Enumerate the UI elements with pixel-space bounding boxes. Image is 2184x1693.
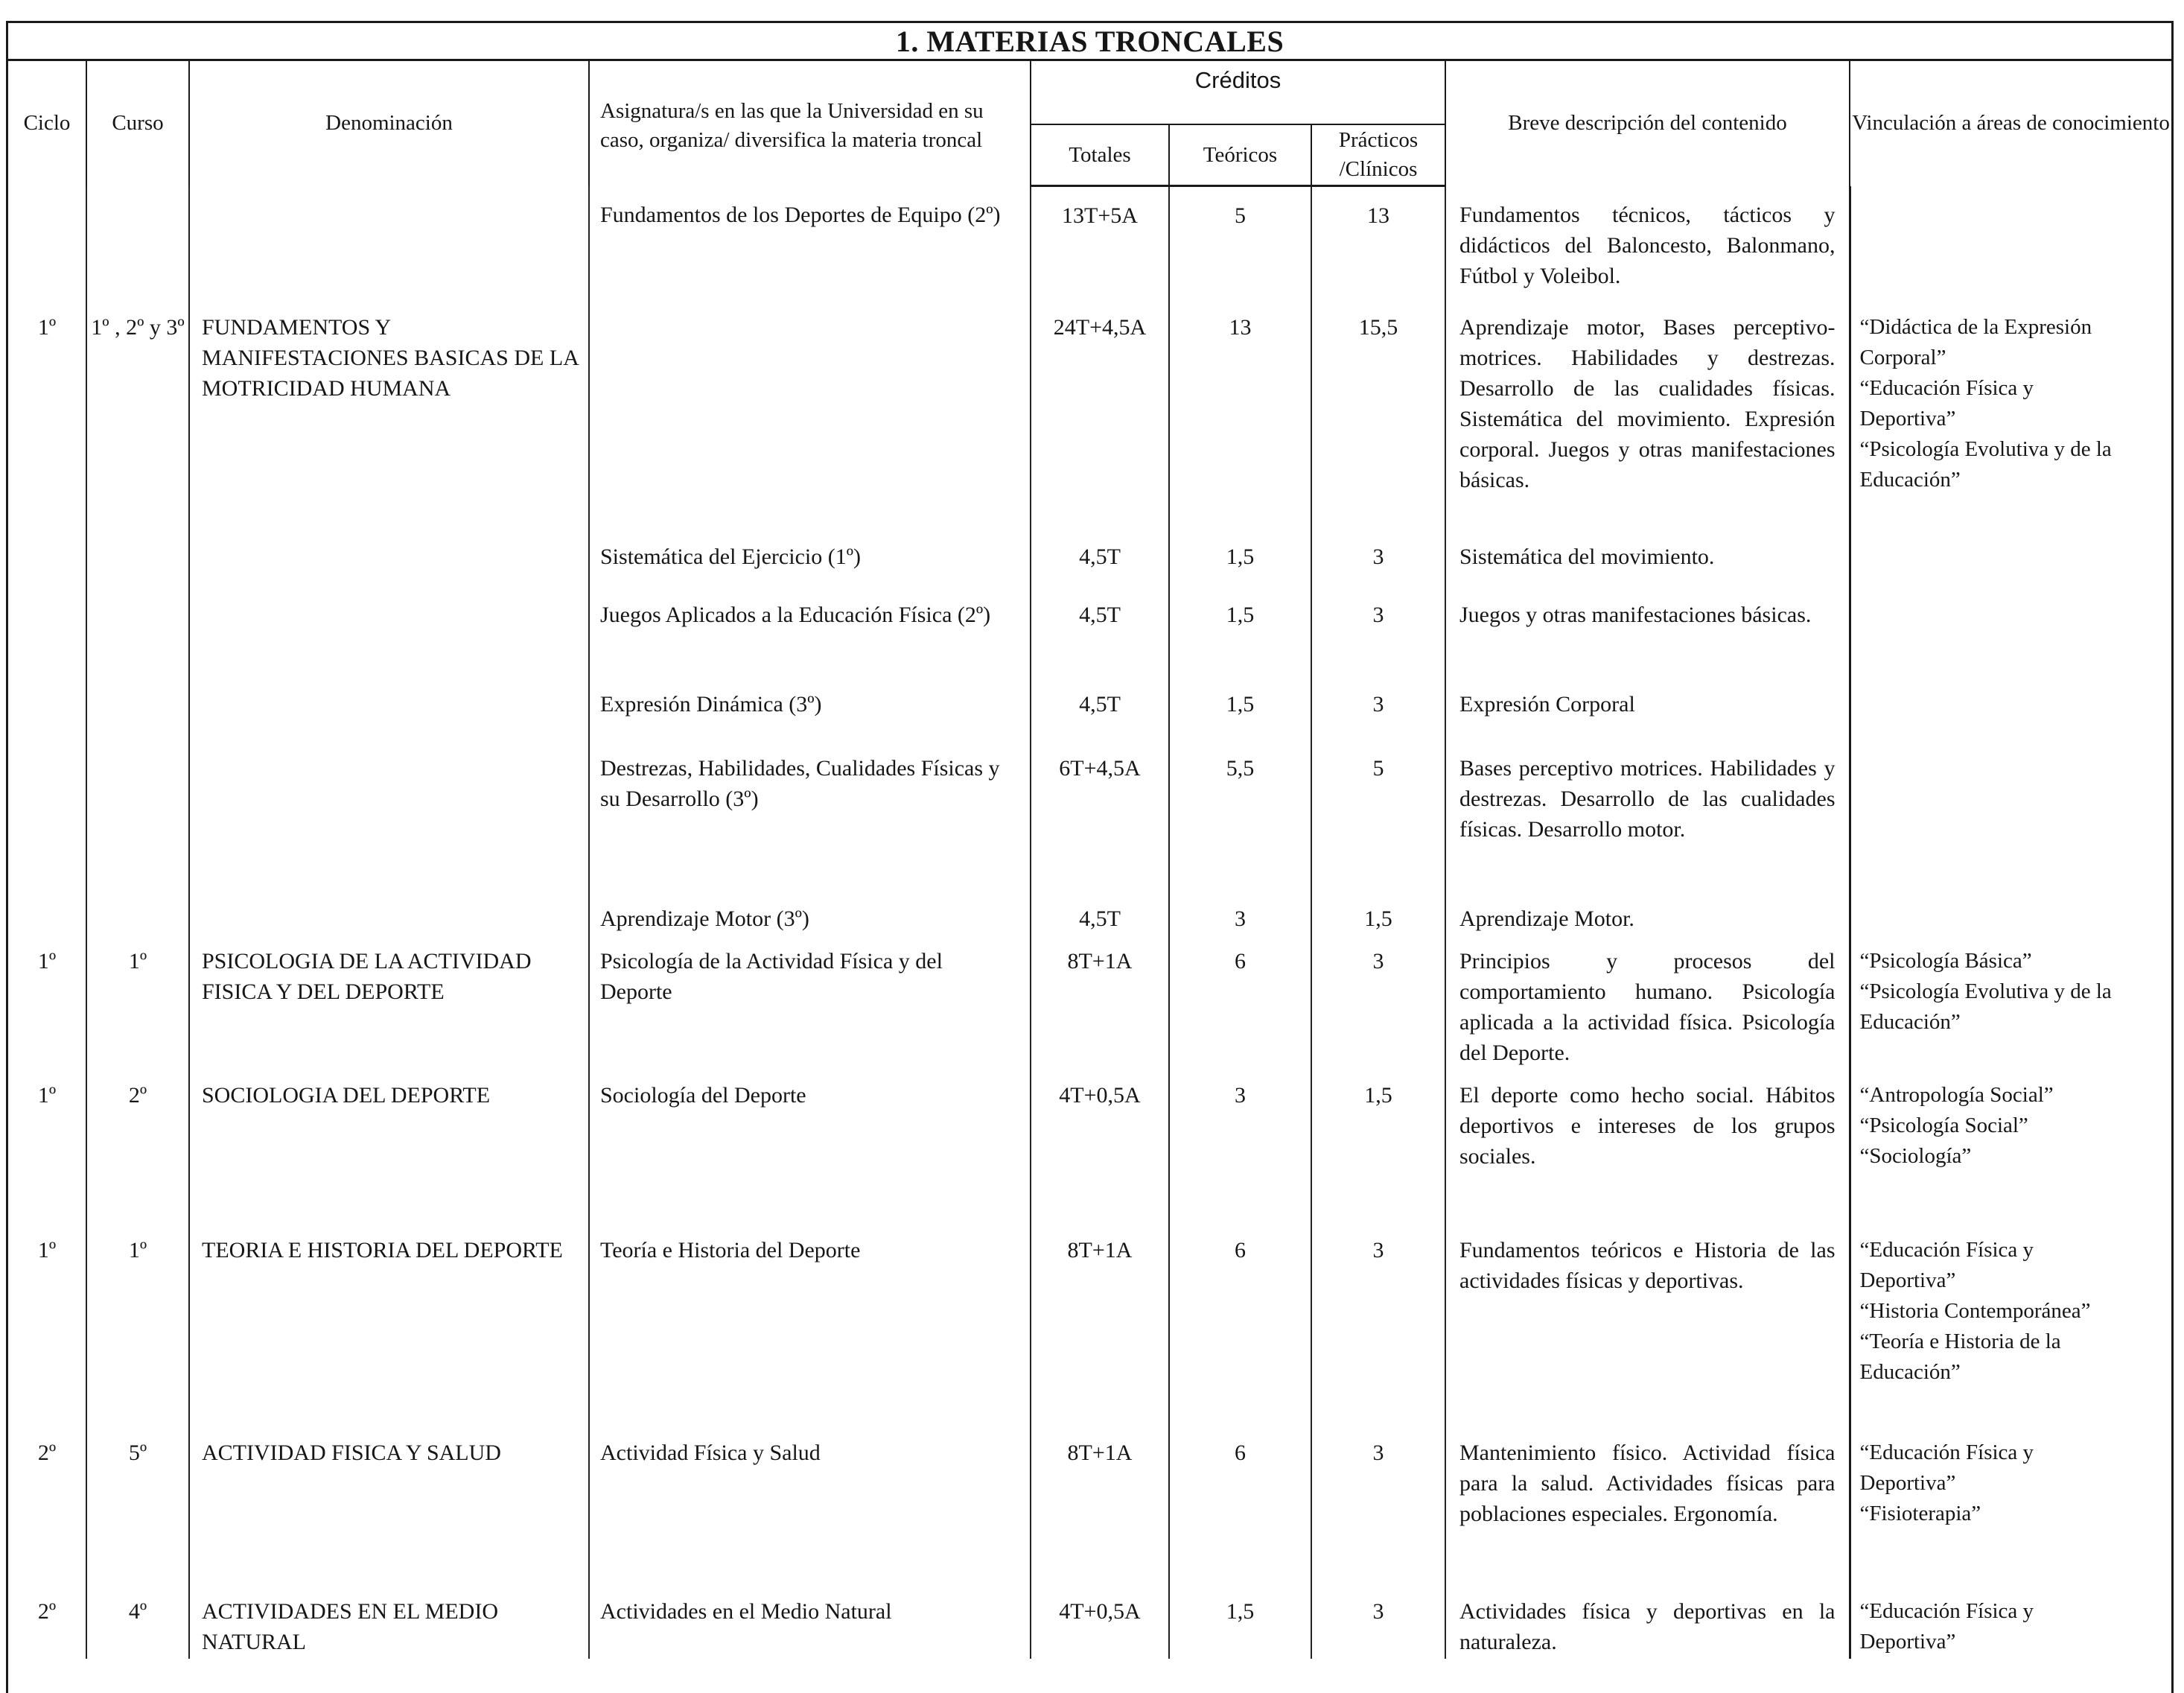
cell-denominacion [189, 589, 589, 679]
cell-totales: 24T+4,5A [1031, 300, 1169, 531]
cell-vinculacion [1850, 1223, 2171, 1426]
cell-practicos: 13 [1311, 186, 1445, 301]
cell-descripcion: Sistemática del movimiento. [1445, 531, 1850, 589]
cell-descripcion: Bases perceptivo motrices. Habilidades y destrezas. Desarrollo de las cualidades físicas. Desarrollo motor. [1445, 738, 1850, 893]
cell-practicos: 1,5 [1311, 1068, 1445, 1223]
table-body [8, 186, 2171, 1659]
vinculacion-line: “Psicología Evolutiva y de la [1859, 979, 2112, 1003]
cell-curso: 1º , 2º y 3º [86, 300, 189, 531]
cell-practicos: 3 [1311, 1223, 1445, 1426]
cell-totales: 8T+1A [1031, 934, 1169, 1068]
cell-totales: 4T+0,5A [1031, 1068, 1169, 1223]
header-denominacion: Denominación [189, 60, 589, 186]
cell-denominacion: ACTIVIDAD FISICA Y SALUD [189, 1426, 589, 1584]
cell-asignatura: Teoría e Historia del Deporte [589, 1223, 1031, 1426]
cell-vinculacion [1850, 893, 2171, 934]
cell-asignatura: Aprendizaje Motor (3º) [589, 893, 1031, 934]
cell-ciclo: 2º [37, 1599, 57, 1624]
cell-asignatura: Destrezas, Habilidades, Cualidades Físicas y su Desarrollo (3º) [589, 738, 1031, 893]
header-descripcion: Breve descripción del contenido [1445, 60, 1850, 186]
cell-descripcion: Juegos y otras manifestaciones básicas. [1445, 589, 1850, 679]
cell-asignatura: Sistemática del Ejercicio (1º) [589, 531, 1031, 589]
cell-ciclo [8, 589, 86, 679]
cell-descripcion: Aprendizaje motor, Bases perceptivo-motrices. Habilidades y destrezas. Desarrollo de las cualidades físicas. Sistemática del movimiento. Expresión corporal. Juegos y otras manifestaciones básicas. [1445, 300, 1850, 531]
cell-curso [86, 589, 189, 679]
vinculacion-line: Deportiva” [1859, 1630, 1956, 1654]
cell-totales: 4,5T [1031, 893, 1169, 934]
table-row [8, 300, 2171, 531]
vinculacion-line: “Educación Física y [1859, 1441, 2034, 1464]
cell-curso [86, 186, 189, 301]
cell-ciclo: 1º [37, 1083, 57, 1108]
materias-troncales-table [8, 21, 2171, 1659]
cell-practicos: 3 [1311, 1426, 1445, 1584]
document-sheet [6, 21, 2174, 1693]
cell-ciclo [8, 679, 86, 738]
cell-totales: 8T+1A [1031, 1223, 1169, 1426]
vinculacion-line: “Historia Contemporánea” [1859, 1299, 2091, 1323]
cell-practicos: 5 [1311, 738, 1445, 893]
header-curso: Curso [86, 60, 189, 186]
vinculacion-line: “Educación Física y [1859, 1238, 2034, 1262]
header-ciclo: Ciclo [23, 111, 71, 136]
cell-teoricos: 1,5 [1169, 589, 1311, 679]
cell-vinculacion [1850, 589, 2171, 679]
vinculacion-line: “Didáctica de la Expresión [1859, 315, 2092, 339]
cell-asignatura: Sociología del Deporte [589, 1068, 1031, 1223]
table-row [8, 679, 2171, 738]
cell-teoricos: 6 [1169, 1223, 1311, 1426]
vinculacion-line: Corporal” [1859, 346, 1946, 369]
cell-totales: 4,5T [1031, 679, 1169, 738]
cell-asignatura: Juegos Aplicados a la Educación Física (2º) [589, 589, 1031, 679]
cell-asignatura: Fundamentos de los Deportes de Equipo (2º) [589, 186, 1031, 301]
cell-vinculacion [1850, 738, 2171, 893]
cell-descripcion: Expresión Corporal [1445, 679, 1850, 738]
cell-practicos: 3 [1311, 934, 1445, 1068]
cell-curso [86, 679, 189, 738]
cell-curso: 1º [86, 1223, 189, 1426]
vinculacion-line: Educación” [1859, 468, 1961, 492]
cell-practicos: 3 [1311, 531, 1445, 589]
cell-teoricos: 5 [1169, 186, 1311, 301]
cell-vinculacion [1850, 1584, 2171, 1659]
vinculacion-line: Deportiva” [1859, 1268, 1956, 1292]
cell-vinculacion [1850, 679, 2171, 738]
cell-descripcion: Fundamentos teóricos e Historia de las actividades físicas y deportivas. [1445, 1223, 1850, 1426]
table-row [8, 738, 2171, 893]
cell-ciclo: 1º [37, 315, 57, 340]
cell-teoricos: 3 [1169, 1068, 1311, 1223]
cell-vinculacion [1850, 1068, 2171, 1223]
table-row [8, 1426, 2171, 1584]
cell-practicos: 15,5 [1311, 300, 1445, 531]
header-teoricos: Teóricos [1169, 124, 1311, 186]
cell-descripcion: Actividades física y deportivas en la naturaleza. [1445, 1584, 1850, 1659]
cell-curso: 1º [86, 934, 189, 1068]
cell-practicos: 1,5 [1311, 893, 1445, 934]
cell-denominacion: FUNDAMENTOS Y MANIFESTACIONES BASICAS DE LA MOTRICIDAD HUMANA [189, 300, 589, 531]
cell-asignatura: Expresión Dinámica (3º) [589, 679, 1031, 738]
cell-asignatura: Psicología de la Actividad Física y del Deporte [589, 934, 1031, 1068]
cell-denominacion [189, 738, 589, 893]
cell-descripcion: El deporte como hecho social. Hábitos deportivos e intereses de los grupos sociales. [1445, 1068, 1850, 1223]
vinculacion-line: “Educación Física y [1859, 1599, 2034, 1623]
cell-denominacion: ACTIVIDADES EN EL MEDIO NATURAL [189, 1584, 589, 1659]
cell-denominacion: TEORIA E HISTORIA DEL DEPORTE [189, 1223, 589, 1426]
vinculacion-line: “Educación Física y [1859, 376, 2034, 400]
cell-denominacion: SOCIOLOGIA DEL DEPORTE [189, 1068, 589, 1223]
table-row [8, 893, 2171, 934]
table-row [8, 589, 2171, 679]
header-asignaturas: Asignatura/s en las que la Universidad en su caso, organiza/ diversifica la materia troncal [589, 60, 1031, 186]
cell-practicos: 3 [1311, 679, 1445, 738]
cell-descripcion: Aprendizaje Motor. [1445, 893, 1850, 934]
cell-descripcion: Mantenimiento físico. Actividad física para la salud. Actividades físicas para poblaciones especiales. Ergonomía. [1445, 1426, 1850, 1584]
table-row [8, 186, 2171, 301]
cell-curso [86, 531, 189, 589]
vinculacion-line: Deportiva” [1859, 1471, 1956, 1495]
vinculacion-line: Deportiva” [1859, 407, 1956, 431]
cell-denominacion [189, 679, 589, 738]
cell-ciclo: 1º [37, 949, 57, 973]
cell-ciclo [8, 186, 86, 301]
cell-teoricos: 1,5 [1169, 531, 1311, 589]
cell-ciclo: 2º [37, 1441, 57, 1465]
cell-totales: 13T+5A [1031, 186, 1169, 301]
table-title: 1. MATERIAS TRONCALES [8, 22, 2171, 60]
cell-denominacion [189, 893, 589, 934]
cell-vinculacion [1850, 1426, 2171, 1584]
cell-practicos: 3 [1311, 1584, 1445, 1659]
cell-vinculacion [1850, 300, 2171, 531]
vinculacion-line: “Teoría e Historia de la [1859, 1330, 2061, 1353]
cell-practicos: 3 [1311, 589, 1445, 679]
vinculacion-line: Educación” [1859, 1010, 1961, 1034]
vinculacion-line: “Sociología” [1859, 1144, 1972, 1168]
cell-descripcion: Principios y procesos del comportamiento humano. Psicología aplicada a la actividad física. Psicología del Deporte. [1445, 934, 1850, 1068]
cell-teoricos: 3 [1169, 893, 1311, 934]
cell-denominacion [189, 186, 589, 301]
vinculacion-line: “Psicología Básica” [1859, 949, 2032, 973]
cell-teoricos: 5,5 [1169, 738, 1311, 893]
cell-asignatura: Actividades en el Medio Natural [589, 1584, 1031, 1659]
cell-curso: 5º [86, 1426, 189, 1584]
cell-totales: 6T+4,5A [1031, 738, 1169, 893]
cell-totales: 4T+0,5A [1031, 1584, 1169, 1659]
cell-curso [86, 738, 189, 893]
header-totales: Totales [1031, 124, 1169, 186]
cell-totales: 4,5T [1031, 531, 1169, 589]
vinculacion-line: “Psicología Social” [1859, 1114, 2028, 1137]
cell-teoricos: 6 [1169, 1426, 1311, 1584]
cell-asignatura [589, 300, 1031, 531]
cell-ciclo [8, 531, 86, 589]
vinculacion-line: Educación” [1859, 1360, 1961, 1384]
vinculacion-line: “Psicología Evolutiva y de la [1859, 437, 2112, 461]
cell-ciclo [8, 738, 86, 893]
cell-denominacion [189, 531, 589, 589]
header-vinculacion: Vinculación a áreas de conocimiento [1850, 60, 2171, 186]
cell-totales: 4,5T [1031, 589, 1169, 679]
cell-denominacion: PSICOLOGIA DE LA ACTIVIDAD FISICA Y DEL DEPORTE [189, 934, 589, 1068]
cell-teoricos: 1,5 [1169, 679, 1311, 738]
cell-ciclo [8, 893, 86, 934]
vinculacion-line: “Antropología Social” [1859, 1083, 2054, 1107]
table-row [8, 1223, 2171, 1426]
table-row [8, 1584, 2171, 1659]
header-creditos: Créditos [1031, 60, 1445, 125]
cell-descripcion: Fundamentos técnicos, tácticos y didácticos del Baloncesto, Balonmano, Fútbol y Voleibol. [1445, 186, 1850, 301]
cell-curso [86, 893, 189, 934]
table-row [8, 531, 2171, 589]
cell-teoricos: 6 [1169, 934, 1311, 1068]
cell-curso: 2º [86, 1068, 189, 1223]
cell-teoricos: 1,5 [1169, 1584, 1311, 1659]
cell-ciclo: 1º [37, 1238, 57, 1262]
cell-asignatura: Actividad Física y Salud [589, 1426, 1031, 1584]
cell-totales: 8T+1A [1031, 1426, 1169, 1584]
vinculacion-line: “Fisioterapia” [1859, 1502, 1981, 1525]
cell-vinculacion [1850, 531, 2171, 589]
header-practicos: Prácticos /Clínicos [1311, 124, 1445, 186]
cell-vinculacion [1850, 186, 2171, 301]
table-row [8, 1068, 2171, 1223]
cell-curso: 4º [86, 1584, 189, 1659]
table-row [8, 934, 2171, 1068]
cell-teoricos: 13 [1169, 300, 1311, 531]
cell-vinculacion [1850, 934, 2171, 1068]
